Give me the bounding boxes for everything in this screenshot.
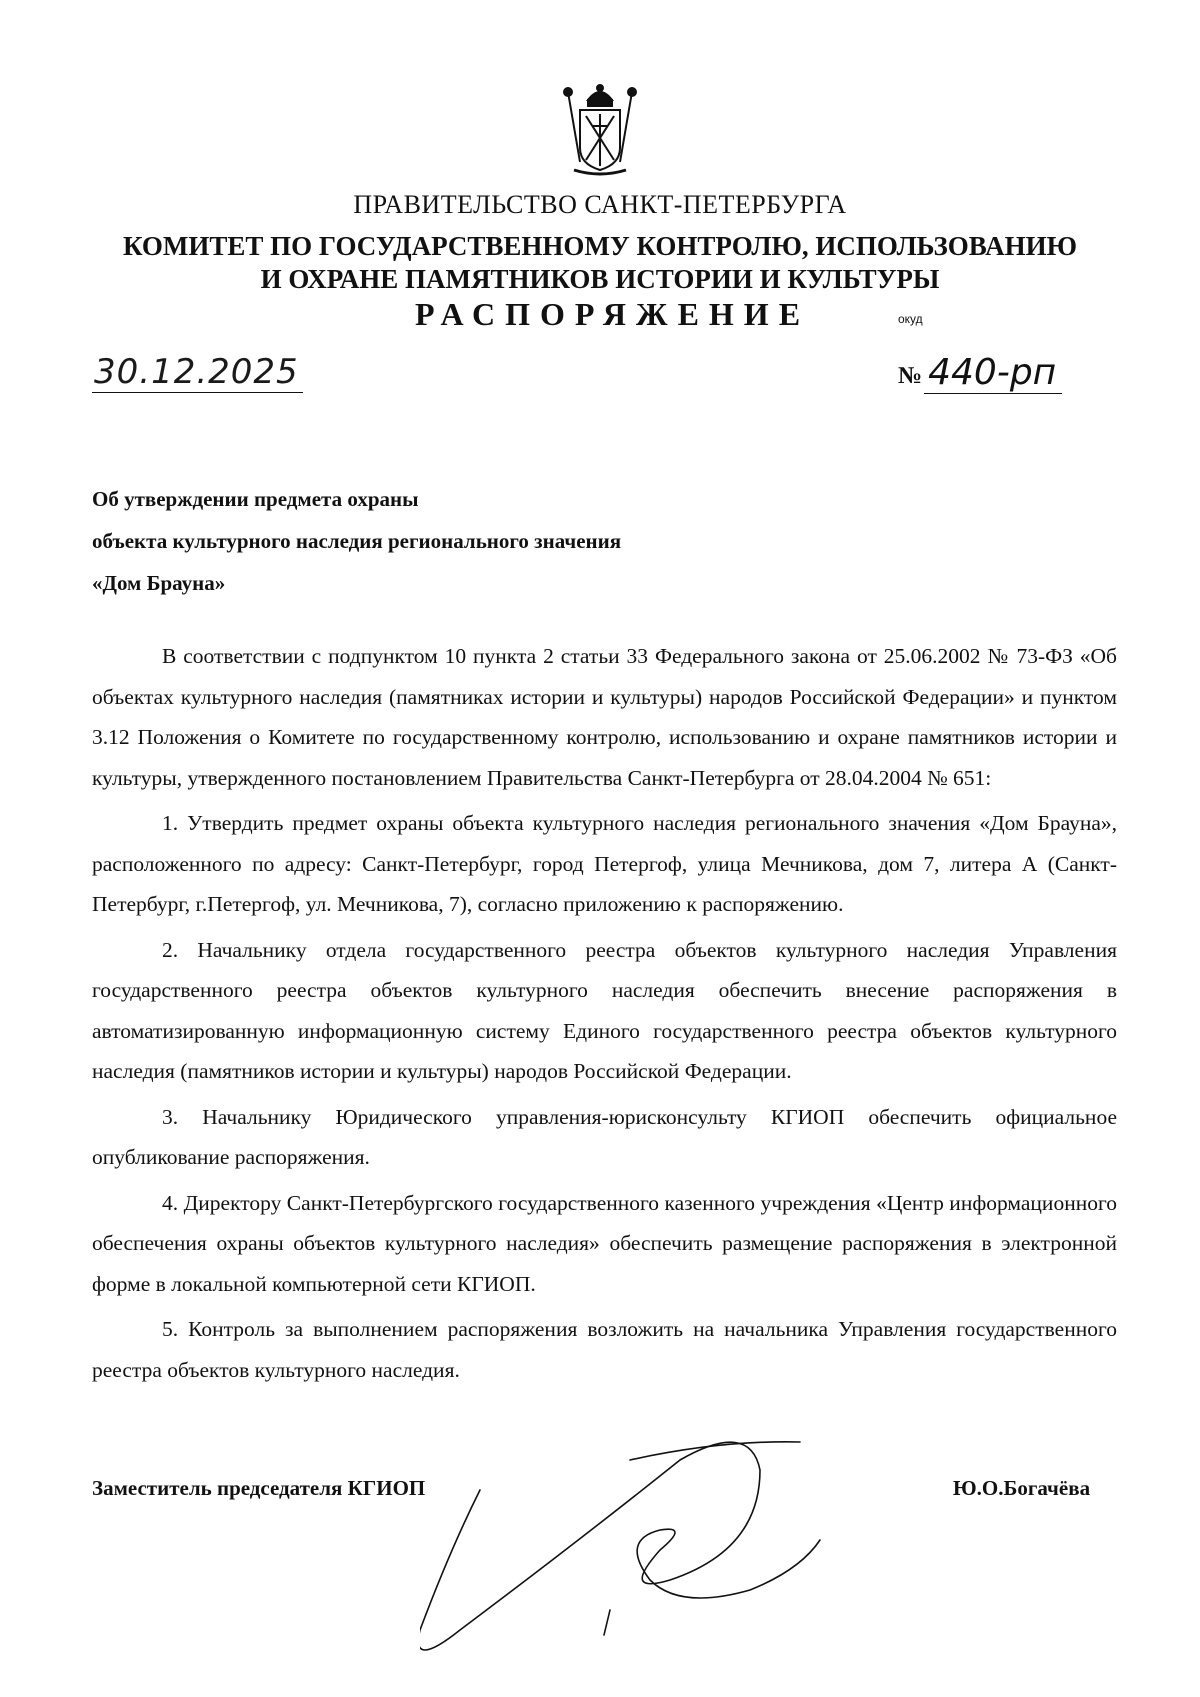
item-paragraph-5: 5. Контроль за выполнением распоряжения возложить на начальника Управления государственного реестра объектов культурного наследия. <box>92 1317 1117 1382</box>
item-paragraph-1: 1. Утвердить предмет охраны объекта культурного наследия регионального значения «Дом Брауна», расположенного по адресу: Санкт-Петербург, город Петергоф, улица Мечникова, дом 7, литера А (Санкт-Петербург, г.Петергоф, ул. Мечникова, 7), согласно приложению к распоряжению. <box>92 811 1117 916</box>
document-body <box>92 636 1117 1390</box>
committee-name <box>0 230 1200 296</box>
document-subject <box>92 478 621 604</box>
number-value: 440-рп <box>924 352 1062 394</box>
subject-line-2: объекта культурного наследия регионального значения <box>92 529 622 553</box>
number-label: № <box>898 363 923 389</box>
document-date <box>92 352 303 393</box>
subject-line-1: Об утверждении предмета охраны <box>92 487 419 511</box>
item-paragraph-2: 2. Начальнику отдела государственного реестра объектов культурного наследия Управления государственного реестра объектов культурного наследия обеспечить внесение распоряжения в автоматизированную информационную систему Единого государственного реестра объектов культурного наследия (памятников истории и культуры) народов Российской Федерации. <box>92 937 1117 1083</box>
preamble-paragraph: В соответствии с подпунктом 10 пункта 2 статьи 33 Федерального закона от 25.06.2002 № 73-ФЗ «Об объектах культурного наследия (памятниках истории и культуры) народов Российской Федерации» и пунктом 3.12 Положения о Комитете по государственному контролю, использованию и охране памятников истории и культуры, утвержденного постановлением Правительства Санкт-Петербурга от 28.04.2004 № 651: <box>92 644 1117 790</box>
document-type: РАСПОРЯЖЕНИЕ <box>415 296 811 332</box>
committee-line-1: КОМИТЕТ ПО ГОСУДАРСТВЕННОМУ КОНТРОЛЮ, ИСПОЛЬЗОВАНИЮ <box>123 231 1077 261</box>
coat-of-arms-icon <box>560 82 640 178</box>
document-number <box>898 352 1062 394</box>
handwritten-signature <box>420 1380 900 1680</box>
subject-line-3: «Дом Брауна» <box>92 571 226 595</box>
date-value: 30.12.2025 <box>92 352 303 393</box>
item-paragraph-4: 4. Директору Санкт-Петербургского государственного казенного учреждения «Центр информационного обеспечения охраны объектов культурного наследия» обеспечить размещение распоряжения в электронной форме в локальной компьютерной сети КГИОП. <box>92 1190 1117 1296</box>
item-paragraph-3: 3. Начальнику Юридического управления-юрисконсульту КГИОП обеспечить официальное опубликование распоряжения. <box>92 1104 1117 1169</box>
signatory-position: Заместитель председателя КГИОП <box>92 1476 426 1500</box>
okud-label: окуд <box>898 312 923 326</box>
committee-line-2: И ОХРАНЕ ПАМЯТНИКОВ ИСТОРИИ И КУЛЬТУРЫ <box>260 264 940 294</box>
government-name: ПРАВИТЕЛЬСТВО САНКТ-ПЕТЕРБУРГА <box>353 190 847 219</box>
signatory-name: Ю.О.Богачёва <box>953 1476 1091 1500</box>
